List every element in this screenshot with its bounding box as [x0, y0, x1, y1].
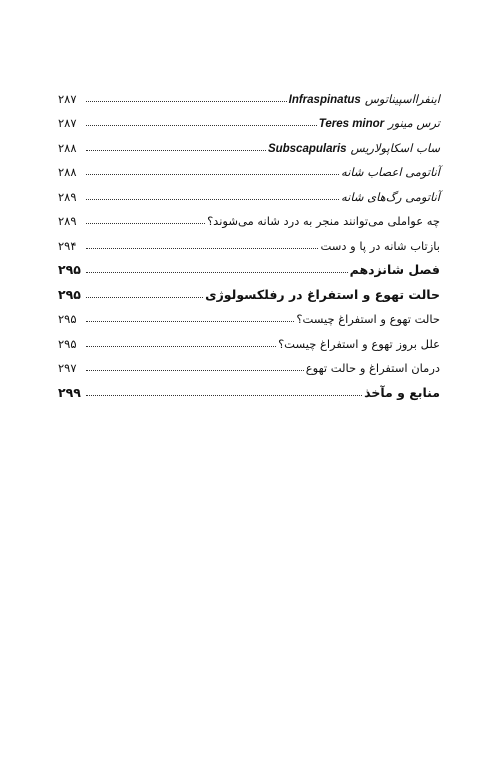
toc-entry[interactable] [58, 329, 440, 354]
toc-entry-title: آناتومی اعصاب شانه [341, 165, 440, 179]
dot-leader [86, 297, 203, 298]
toc-entry-page-number: ۲۸۸ [58, 140, 77, 155]
toc-entry-title: درمان استفراغ و حالت تهوع [305, 361, 440, 375]
toc-entry-page-number: ۲۹۴ [58, 238, 77, 253]
toc-entry-page-number: ۲۹۵ [58, 336, 77, 351]
toc-entry-page-number: ۲۸۷ [58, 91, 77, 106]
toc-entry-page-number: ۲۹۵ [58, 286, 81, 302]
toc-entry-title: ساب اسکاپولاریس [350, 140, 440, 155]
toc-section-entry[interactable] [58, 280, 440, 305]
toc-entry[interactable] [58, 158, 440, 183]
dot-leader [86, 101, 287, 102]
toc-entry-page-number: ۲۸۹ [58, 214, 77, 228]
toc-entry-title: حالت تهوع و استفراغ در رفلکسولوژی [205, 286, 440, 302]
toc-entry[interactable] [58, 109, 440, 134]
dot-leader [86, 150, 266, 151]
toc-entry-latin-title: Infraspinatus [288, 93, 361, 106]
toc-entry-page-number: ۲۹۹ [58, 384, 81, 400]
toc-entry-title: حالت تهوع و استفراغ چیست؟ [296, 312, 440, 326]
toc-entry[interactable] [58, 133, 440, 158]
toc-entry-page-number: ۲۹۵ [58, 312, 77, 326]
toc-entry[interactable] [58, 305, 440, 330]
table-of-contents [58, 84, 440, 403]
toc-entry-title: اینفرااسپیناتوس [364, 91, 440, 106]
toc-entry-title: ترس مینور [388, 116, 440, 130]
toc-entry-title: چه عواملی می‌توانند منجر به درد شانه می‌شوند؟ [207, 214, 440, 228]
dot-leader [86, 174, 339, 175]
toc-entry[interactable] [58, 207, 440, 232]
toc-entry-page-number: ۲۸۷ [58, 116, 77, 130]
toc-entry-title: آناتومی رگ‌های شانه [340, 189, 440, 204]
dot-leader [86, 370, 304, 371]
toc-chapter-entry[interactable] [58, 256, 440, 281]
toc-entry-page-number: ۲۹۵ [58, 262, 81, 277]
toc-entry-title: فصل شانزدهم [349, 262, 440, 277]
toc-entry[interactable] [58, 182, 440, 207]
toc-entry-page-number: ۲۸۸ [58, 165, 77, 179]
dot-leader [86, 346, 276, 347]
toc-entry[interactable] [58, 84, 440, 109]
toc-entry[interactable] [58, 231, 440, 256]
toc-entry-page-number: ۲۹۷ [58, 361, 77, 375]
toc-entry-title: منابع و مآخذ [364, 384, 440, 400]
toc-entry-page-number: ۲۸۹ [58, 189, 77, 204]
toc-section-entry[interactable] [58, 378, 440, 403]
dot-leader [86, 223, 205, 224]
toc-entry[interactable] [58, 354, 440, 379]
dot-leader [86, 199, 339, 200]
dot-leader [86, 125, 317, 126]
toc-entry-title: بازتاب شانه در پا و دست [320, 238, 440, 253]
toc-entry-title: علل بروز تهوع و استفراغ چیست؟ [278, 336, 440, 351]
dot-leader [86, 272, 348, 273]
toc-entry-latin-title: Teres minor [318, 118, 385, 130]
dot-leader [86, 395, 362, 396]
toc-entry-latin-title: Subscapularis [267, 142, 347, 155]
dot-leader [86, 321, 294, 322]
dot-leader [86, 248, 318, 249]
